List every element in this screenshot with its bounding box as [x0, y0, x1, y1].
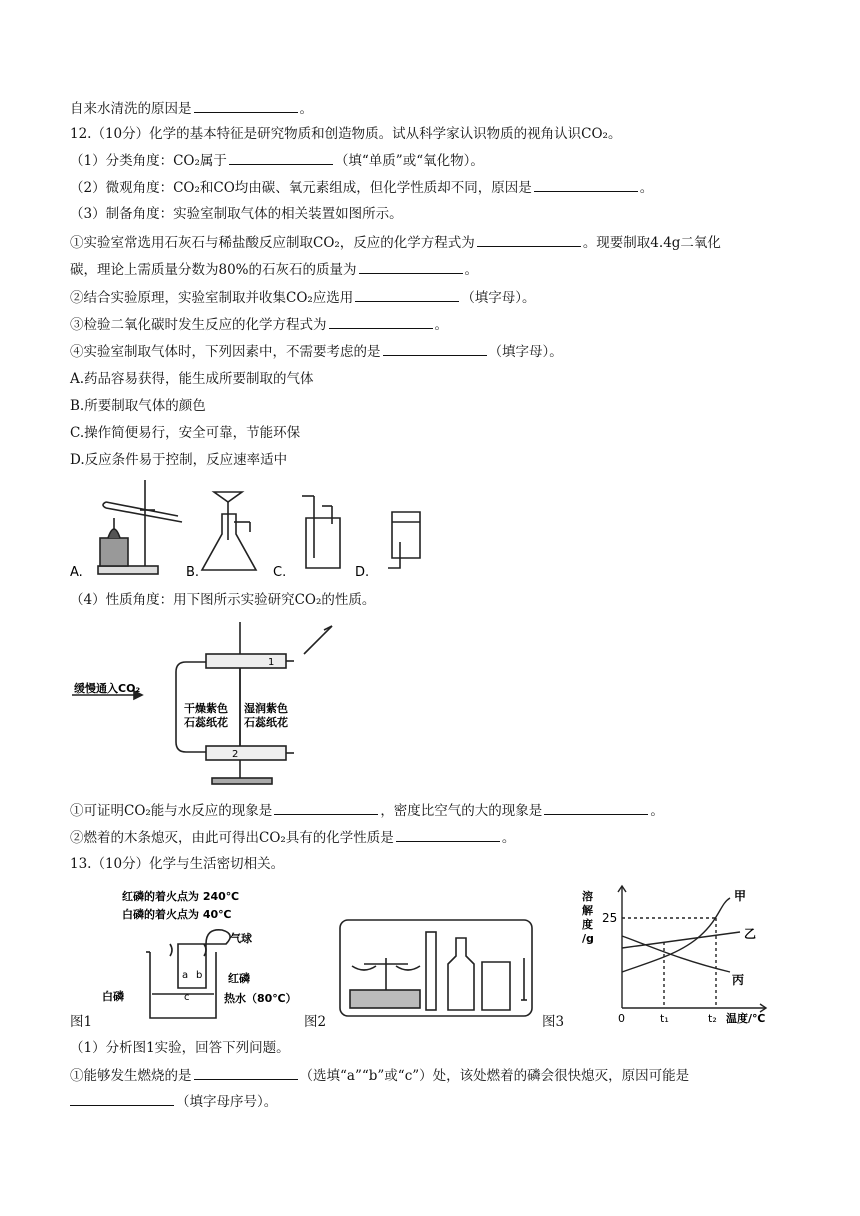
q12-3-1-cont [70, 259, 478, 280]
text: （1）分类角度：CO₂属于 [70, 153, 227, 169]
text: ①可证明CO₂能与水反应的现象是 [70, 803, 273, 819]
text: ②燃着的木条熄灭，由此可得出CO₂具有的化学性质是 [70, 830, 394, 846]
question-12-title: 12.（10分）化学的基本特征是研究物质和创造物质。试从科学家认识物质的视角认识CO₂。 [70, 126, 622, 142]
text: ④实验室制取气体时，下列因素中，不需要考虑的是 [70, 344, 381, 360]
apparatus-d-drawing [388, 512, 420, 568]
answer-blank[interactable] [544, 800, 648, 815]
y-label-c4: /g [582, 932, 594, 945]
text: ①能够发生燃烧的是 [70, 1068, 192, 1084]
answer-blank[interactable] [383, 341, 487, 356]
dry-paper-label-2: 石蕊纸花 [184, 716, 228, 729]
text: ①实验室常选用石灰石与稀盐酸反应制取CO₂，反应的化学方程式为 [70, 235, 475, 251]
figure-1 [100, 884, 300, 1024]
text: （填字母）。 [461, 290, 536, 306]
answer-blank[interactable] [534, 177, 638, 192]
point-a: a [182, 970, 189, 981]
t2-label: t₂ [708, 1012, 717, 1025]
text: （选填“a”“b”或“c”）处，该处燃着的磷会很快熄灭，原因可能是 [299, 1068, 690, 1084]
text: 。 [434, 317, 448, 333]
q13-1-1-cont [70, 1091, 277, 1112]
text: 。 [464, 262, 479, 278]
text: 。 [650, 803, 664, 819]
option-c: C.操作简便易行，安全可靠，节能环保 [70, 425, 301, 441]
figure-3-solubility-chart [580, 880, 780, 1025]
q12-3-2 [70, 287, 536, 308]
y-label-c2: 解 [582, 904, 593, 917]
text: 碳，理论上需质量分数为80%的石灰石的质量为 [70, 262, 357, 278]
text: 。 [639, 180, 654, 196]
answer-blank[interactable] [477, 232, 581, 247]
answer-blank[interactable] [396, 827, 500, 842]
answer-blank[interactable] [274, 800, 378, 815]
text: 自来水清洗的原因是 [70, 101, 192, 117]
text: ③检验二氧化碳时发生反应的化学方程式为 [70, 317, 327, 333]
co2-inlet-label: 缓慢通入CO₂ [74, 682, 141, 695]
point-c: c [184, 992, 190, 1003]
x-axis-label: 温度/℃ [726, 1012, 766, 1025]
series-yi-label: 乙 [744, 927, 757, 941]
q12-4-1 [70, 800, 664, 821]
q13-1-1 [70, 1065, 689, 1086]
series-jia-label: 甲 [734, 889, 747, 903]
q12-part-4: （4）性质角度：用下图所示实验研究CO₂的性质。 [70, 592, 376, 608]
apparatus-c-drawing [302, 496, 340, 568]
apparatus-d-label: D. [355, 565, 370, 580]
answer-blank[interactable] [194, 1065, 298, 1080]
answer-blank[interactable] [359, 259, 463, 274]
wet-paper-label-1: 湿润紫色 [244, 702, 288, 715]
q12-part-2 [70, 177, 653, 198]
answer-blank[interactable] [229, 150, 333, 165]
t1-label: t₁ [660, 1012, 669, 1025]
text: （2）微观角度：CO₂和CO均由碳、氧元素组成，但化学性质却不同，原因是 [70, 180, 532, 196]
tube-number-2: 2 [232, 749, 239, 760]
text: （填“单质”或“氧化物）。 [334, 153, 484, 169]
answer-blank[interactable] [329, 314, 433, 329]
dry-paper-label-1: 干燥紫色 [184, 702, 228, 715]
apparatus-c-label: C. [273, 565, 287, 580]
q12-3-1 [70, 232, 721, 253]
figure-2-caption: 图2 [304, 1014, 327, 1030]
q12-3-4 [70, 341, 563, 362]
hot-water-label: 热水（80℃） [224, 992, 297, 1005]
q12-part-3: （3）制备角度：实验室制取气体的相关装置如图所示。 [70, 206, 403, 222]
apparatus-figure [70, 478, 430, 582]
option-b: B.所要制取气体的颜色 [70, 398, 206, 414]
line-0 [70, 98, 313, 119]
y-tick-25: 25 [602, 911, 618, 925]
answer-blank[interactable] [194, 98, 298, 113]
apparatus-b-drawing [202, 492, 256, 570]
text: 。现要制取4.4g二氧化 [582, 235, 721, 251]
origin-label: 0 [618, 1012, 625, 1025]
figure-3-caption: 图3 [542, 1014, 565, 1030]
apparatus-b-label: B. [186, 565, 200, 580]
white-phosphorus-ignition: 白磷的着火点为 40℃ [122, 908, 232, 921]
q12-part-1 [70, 150, 484, 171]
white-phosphorus-label: 白磷 [102, 990, 124, 1003]
text: 。 [299, 101, 313, 117]
text: （填字母序号）。 [176, 1094, 278, 1110]
text: ，密度比空气的大的现象是 [380, 803, 543, 819]
curve-yi [622, 932, 740, 948]
tube-number-1: 1 [268, 657, 275, 668]
text: 。 [501, 830, 516, 846]
question-13-title: 13.（10分）化学与生活密切相关。 [70, 856, 285, 872]
figure-2 [338, 918, 534, 1018]
answer-blank[interactable] [70, 1091, 174, 1106]
red-phosphorus-ignition: 红磷的着火点为 240℃ [122, 890, 240, 903]
wet-paper-label-2: 石蕊纸花 [244, 716, 288, 729]
option-a: A.药品容易获得，能生成所要制取的气体 [70, 371, 314, 387]
figure-1-caption: 图1 [70, 1014, 93, 1030]
point-b: b [196, 970, 203, 981]
q12-3-3 [70, 314, 448, 335]
y-label-c3: 度 [582, 918, 593, 931]
apparatus-a-label: A. [70, 565, 83, 580]
answer-blank[interactable] [355, 287, 459, 302]
q13-part-1: （1）分析图1实验，回答下列问题。 [70, 1040, 290, 1056]
series-bing-label: 丙 [732, 973, 745, 987]
y-axis-label [582, 889, 597, 945]
option-d: D.反应条件易于控制，反应速率适中 [70, 452, 288, 468]
text: （填字母）。 [488, 344, 563, 360]
co2-experiment-figure [72, 620, 342, 790]
red-phosphorus-label: 红磷 [228, 972, 250, 985]
apparatus-a-drawing [98, 480, 182, 574]
text: ②结合实验原理，实验室制取并收集CO₂应选用 [70, 290, 354, 306]
q12-4-2 [70, 827, 515, 848]
balloon-label: 气球 [230, 932, 252, 945]
y-label-c1: 溶 [582, 890, 593, 903]
